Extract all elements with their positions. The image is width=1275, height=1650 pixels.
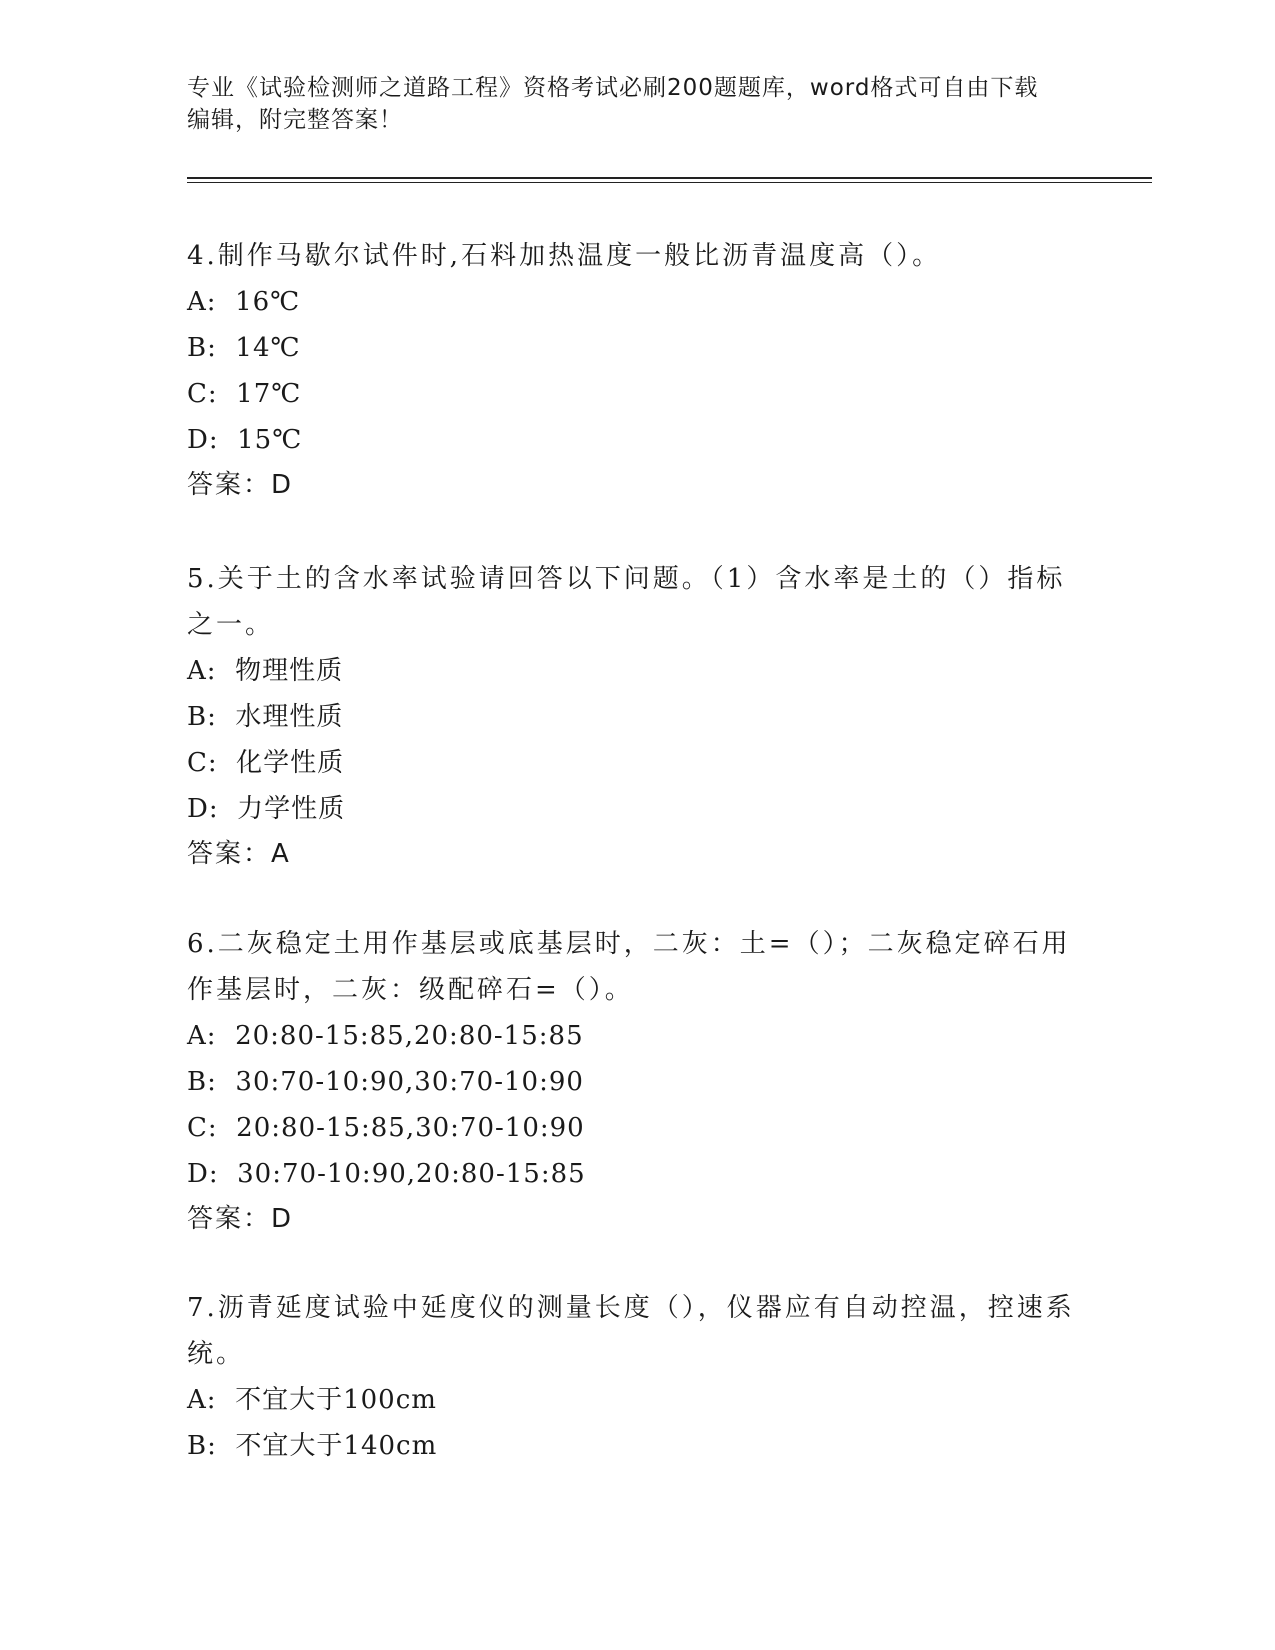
question-stem: 5.关于土的含水率试验请回答以下问题。（1）含水率是土的（）指标之一。 <box>187 564 1066 640</box>
option-b: B: 30:70-10:90,30:70-10:90 <box>187 1067 584 1097</box>
question-stem: 7.沥青延度试验中延度仪的测量长度（），仪器应有自动控温，控速系统。 <box>187 1293 1075 1369</box>
option-a: A: 20:80-15:85,20:80-15:85 <box>187 1021 584 1051</box>
question-4 <box>187 233 1087 507</box>
answer: 答案：D <box>187 470 294 500</box>
option-b: B: 水理性质 <box>187 702 344 732</box>
header-line-1: 专业《试验检测师之道路工程》资格考试必刷200题题库，word格式可自由下载 <box>187 75 1039 101</box>
option-d: D: 30:70-10:90,20:80-15:85 <box>187 1159 586 1189</box>
question-stem: 6.二灰稳定土用作基层或底基层时，二灰：土=（）；二灰稳定碎石用作基层时，二灰：级配碎石=（）。 <box>187 929 1071 1005</box>
option-c: C: 20:80-15:85,30:70-10:90 <box>187 1113 585 1143</box>
option-a: A: 16℃ <box>187 287 301 317</box>
header-divider-bottom <box>187 182 1152 183</box>
document-header <box>187 72 1087 136</box>
option-c: C: 化学性质 <box>187 748 345 778</box>
option-d: D: 15℃ <box>187 425 303 455</box>
answer: 答案：D <box>187 1204 294 1234</box>
question-6 <box>187 921 1087 1241</box>
option-c: C: 17℃ <box>187 379 302 409</box>
header-divider-top <box>187 177 1152 179</box>
option-b: B: 不宜大于140cm <box>187 1431 438 1461</box>
question-5 <box>187 556 1087 876</box>
option-a: A: 不宜大于100cm <box>187 1385 437 1415</box>
question-stem: 4.制作马歇尔试件时,石料加热温度一般比沥青温度高（）。 <box>187 241 942 271</box>
header-line-2: 编辑，附完整答案！ <box>187 107 403 133</box>
question-7 <box>187 1285 1087 1469</box>
option-b: B: 14℃ <box>187 333 301 363</box>
option-a: A: 物理性质 <box>187 656 344 686</box>
answer: 答案：A <box>187 839 291 869</box>
option-d: D: 力学性质 <box>187 794 346 824</box>
